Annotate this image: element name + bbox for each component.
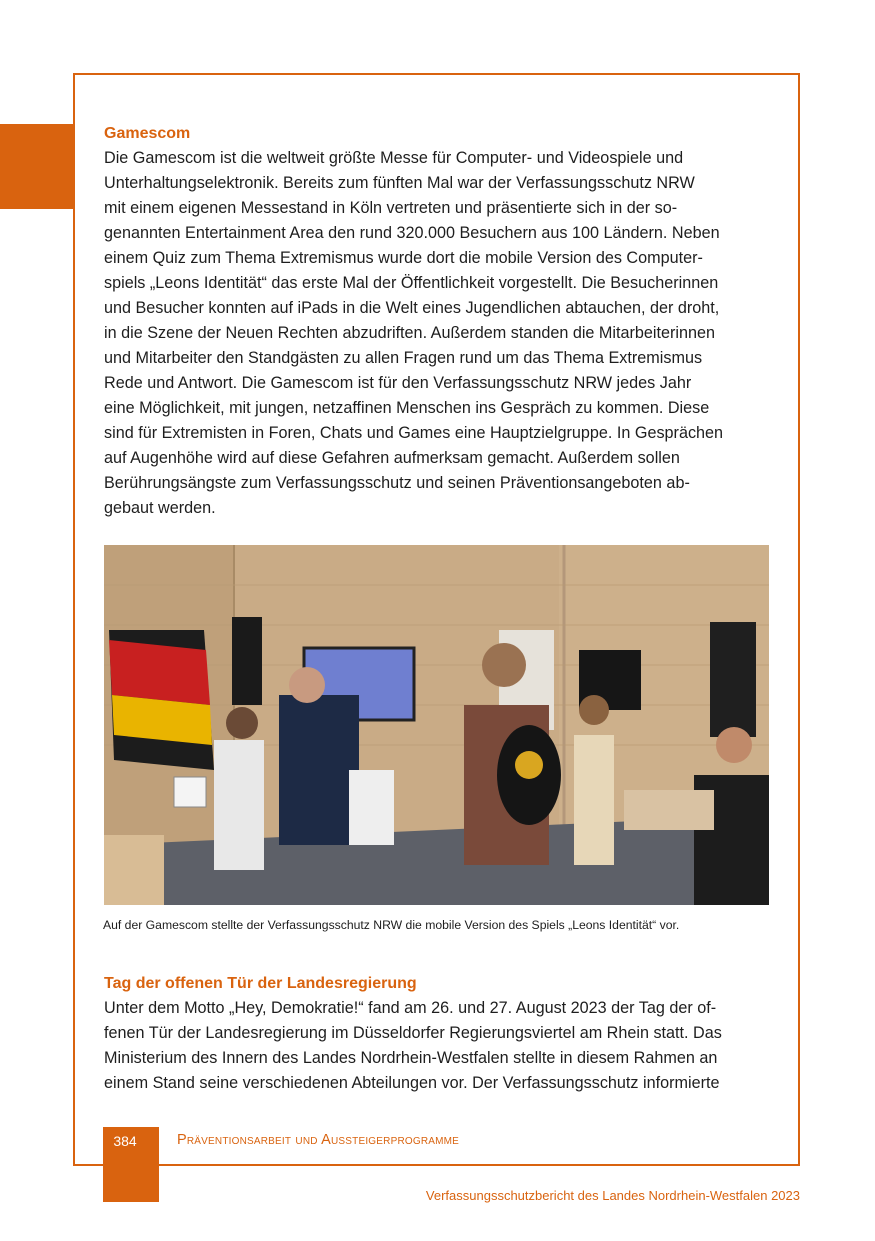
section-heading: Tag der offenen Tür der Landesregierung	[104, 975, 417, 992]
section-body: Die Gamescom ist die weltweit größte Messe für Computer- und Videospiele und Unterhaltungselektronik. Bereits zum fünften Mal war der Verfassungsschutz NRW mit einem eigenen Messestand in Köln vertreten und präsentierte sich in der so- genannten Entertainment Area den rund 320.000 Besuchern aus 100 Ländern. Neben einem Quiz zum Thema Extremismus wurde dort die mobile Version des Computer- spiels „Leons Identität“ das erste Mal der Öffentlichkeit vorgestellt. Die Besucherinnen und Besucher konnten auf iPads in die Welt eines Jugendlichen abtauchen, der droht, in die Szene der Neuen Rechten abzudriften. Außerdem standen die Mitarbeiterinnen und Mitarbeiter den Standgästen zu allen Fragen rund um das Thema Extremismus Rede und Antwort. Die Gamescom ist für den Verfassungsschutz NRW jedes Jahr eine Möglichkeit, mit jungen, netzaffinen Menschen ins Gespräch zu kommen. Diese sind für Extremisten in Foren, Chats und Games eine Hauptzielgruppe. In Gesprächen auf Augenhöhe wird auf diese Gefahren aufmerksam gemacht. Außerdem sollen Berührungsängste zum Verfassungsschutz und seinen Präventionsangeboten ab- gebaut werden.	[104, 149, 724, 517]
page-number: 384	[113, 1133, 137, 1149]
page-number-box	[103, 1127, 159, 1202]
chapter-title: Präventionsarbeit und Aussteigerprogramme	[177, 1132, 460, 1148]
section-gamescom	[104, 121, 770, 521]
side-tab-marker	[0, 124, 74, 209]
gamescom-booth-photo	[104, 545, 769, 905]
section-open-day	[104, 971, 770, 1096]
section-heading: Gamescom	[104, 125, 191, 142]
report-footer: Verfassungsschutzbericht des Landes Nordrhein-Westfalen 2023	[425, 1188, 800, 1203]
photo-caption: Auf der Gamescom stellte der Verfassungsschutz NRW die mobile Version des Spiels „Leons Identität“ vor.	[103, 918, 680, 932]
section-body: Unter dem Motto „Hey, Demokratie!“ fand am 26. und 27. August 2023 der Tag der of- fenen Tür der Landesregierung im Düsseldorfer Regierungsviertel am Rhein statt. Das Ministerium des Innern des Landes Nordrhein-Westfalen stellte in diesem Rahmen an einem Stand seine verschiedenen Abteilungen vor. Der Verfassungsschutz informierte	[104, 999, 722, 1092]
